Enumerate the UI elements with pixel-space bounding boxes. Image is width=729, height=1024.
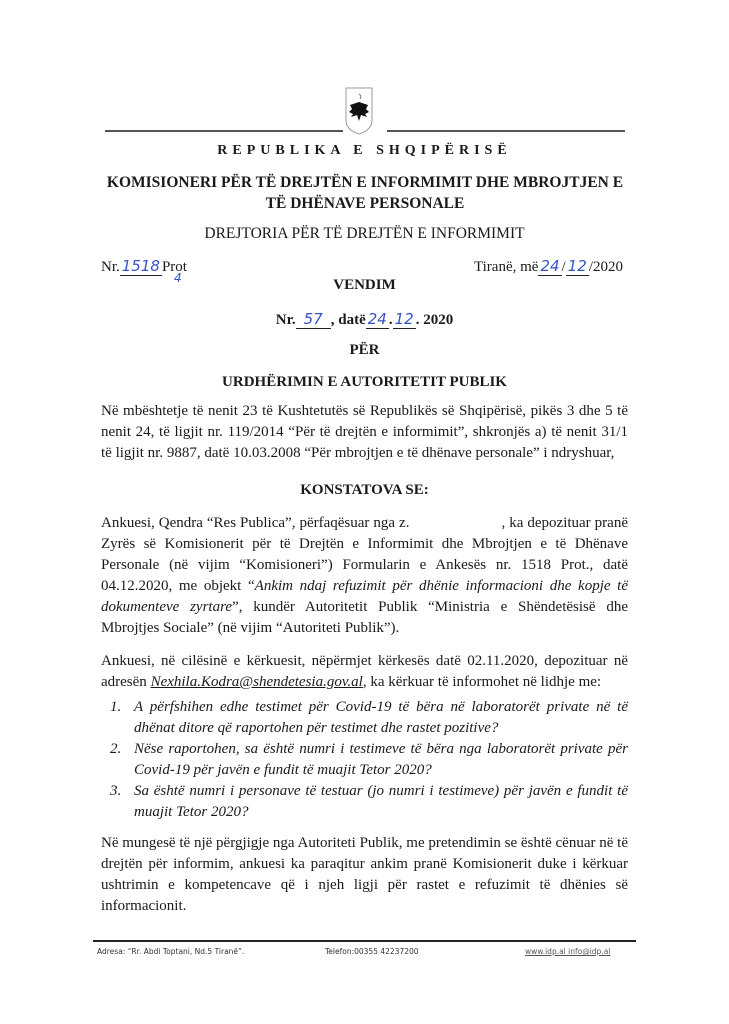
- directorate-title: DREJTORIA PËR TË DREJTËN E INFORMIMIT: [204, 225, 525, 242]
- question-text: Sa është numri i personave të testuar (jo numri i testimeve) për javën e fundit të muajit Tetor 2020?: [134, 783, 628, 820]
- protocol-number-handwritten: 1518: [121, 257, 160, 275]
- legal-basis-paragraph: Në mbështetje të nenit 23 të Kushtetutës së Republikës së Shqipërisë, pikës 3 dhe 5 të nenit 24, të ligjit nr. 119/2014 “Për të drejtën e informimit”, shkronjës a) të nenit 31/1 të ligjit nr. 9887, datë 10.03.2008 “Për mbrojtjen e të dhënave personale” i ndryshuar,: [101, 403, 628, 461]
- questions-list: [110, 697, 628, 823]
- decision-nr-value: 57: [296, 310, 331, 329]
- decision-date-label: , datë: [330, 312, 366, 328]
- question-text: A përfshihen edhe testimet për Covid-19 të bëra në laboratorët private në të dhënat ditore që raportohen për testimet dhe rastet pozitive?: [134, 699, 628, 736]
- decision-number-date: Nr. 57 , datë 24 . 12 . 2020: [275, 310, 454, 328]
- request-text-b: , ka kërkuar të informohet në lidhje me:: [362, 674, 602, 690]
- complaint-object: Ankim ndaj refuzimit për dhënie informacioni dhe kopje të dokumenteve zyrtare: [101, 578, 628, 615]
- question-number: 1.: [110, 699, 122, 715]
- decision-subject: URDHËRIMIN E AUTORITETIT PUBLIK: [222, 374, 507, 390]
- complaint-text-c: ”, kundër Autoritetit Publik “Ministria e Shëndetësisë dhe Mbrojtjes Sociale” (në vijim “Autoriteti Publik”).: [101, 599, 628, 636]
- footer-rule: [93, 940, 636, 942]
- appeal-paragraph: Në mungesë të një përgjigje nga Autoriteti Publik, me pretendimin se është cënuar në të drejtën për informim, ankuesi ka paraqitur ankim pranë Komisionerit duke i kërkuar ushtrimin e kompetencave që i njeh ligji për rastet e refuzimit të dhënies së informacionit.: [101, 835, 628, 914]
- place-year: /2020: [588, 259, 623, 275]
- place-label: Tiranë, më: [474, 259, 539, 275]
- per-heading: PËR: [349, 342, 380, 358]
- question-item: [110, 781, 628, 823]
- place-date: Tiranë, më 24 / 12 /2020: [474, 257, 623, 275]
- place-month: 12: [567, 257, 587, 275]
- complaint-paragraph: [101, 513, 628, 639]
- footer-web-link[interactable]: www.idp.al info@idp.al: [525, 947, 611, 956]
- protocol-sub-number: 4: [174, 271, 182, 285]
- request-paragraph: [101, 651, 628, 693]
- decision-day: 24: [367, 310, 387, 328]
- prot-label: Prot: [161, 259, 187, 275]
- question-number: 2.: [110, 741, 122, 757]
- findings-heading: KONSTATOVA SE:: [300, 482, 429, 498]
- place-day: 24: [540, 257, 560, 275]
- question-number: 3.: [110, 783, 122, 799]
- decision-nr-label: Nr.: [275, 312, 296, 328]
- protocol-label: Nr.: [101, 259, 120, 275]
- footer-address: Adresa: “Rr. Abdi Toptani, Nd.5 Tiranë”.: [97, 947, 245, 956]
- republic-title: REPUBLIKA E SHQIPËRISË: [217, 143, 512, 158]
- complaint-text-a: Ankuesi, Qendra “Res Publica”, përfaqësuar nga z.: [101, 515, 410, 531]
- request-text-a: Ankuesi, në cilësinë e kërkuesit, nëpërmjet kërkesës datë 02.11.2020, depozituar në adresën: [101, 653, 628, 690]
- question-item: [110, 739, 628, 781]
- commissioner-title: KOMISIONERI PËR TË DREJTËN E INFORMIMIT DHE MBROJTJEN E TË DHËNAVE PERSONALE: [106, 174, 624, 212]
- header-rule-right: [387, 130, 625, 132]
- albanian-coat-of-arms-icon: [344, 86, 374, 136]
- decision-month: 12: [394, 310, 414, 328]
- decision-year: . 2020: [415, 312, 454, 328]
- question-item: [110, 697, 628, 739]
- footer-phone: Telefon:00355 42237200: [325, 947, 419, 956]
- question-text: Nëse raportohen, sa është numri i testimeve të bëra nga laboratorët private për Covid-19 për javën e fundit të muajit Tetor 2020?: [134, 741, 628, 778]
- decision-title: VENDIM: [333, 277, 396, 293]
- header-rule-left: [105, 130, 343, 132]
- complaint-text-b: , ka depozituar pranë Zyrës së Komisionerit për të Drejtën e Informimit dhe Mbrojtjen e të Dhënave Personale (në vijim “Komisioneri”) Formularin e Ankesës nr. 1518 Prot., datë 04.12.2020, me objekt “: [101, 515, 628, 594]
- email-link[interactable]: Nexhila.Kodra@shendetesia.gov.al: [150, 674, 363, 690]
